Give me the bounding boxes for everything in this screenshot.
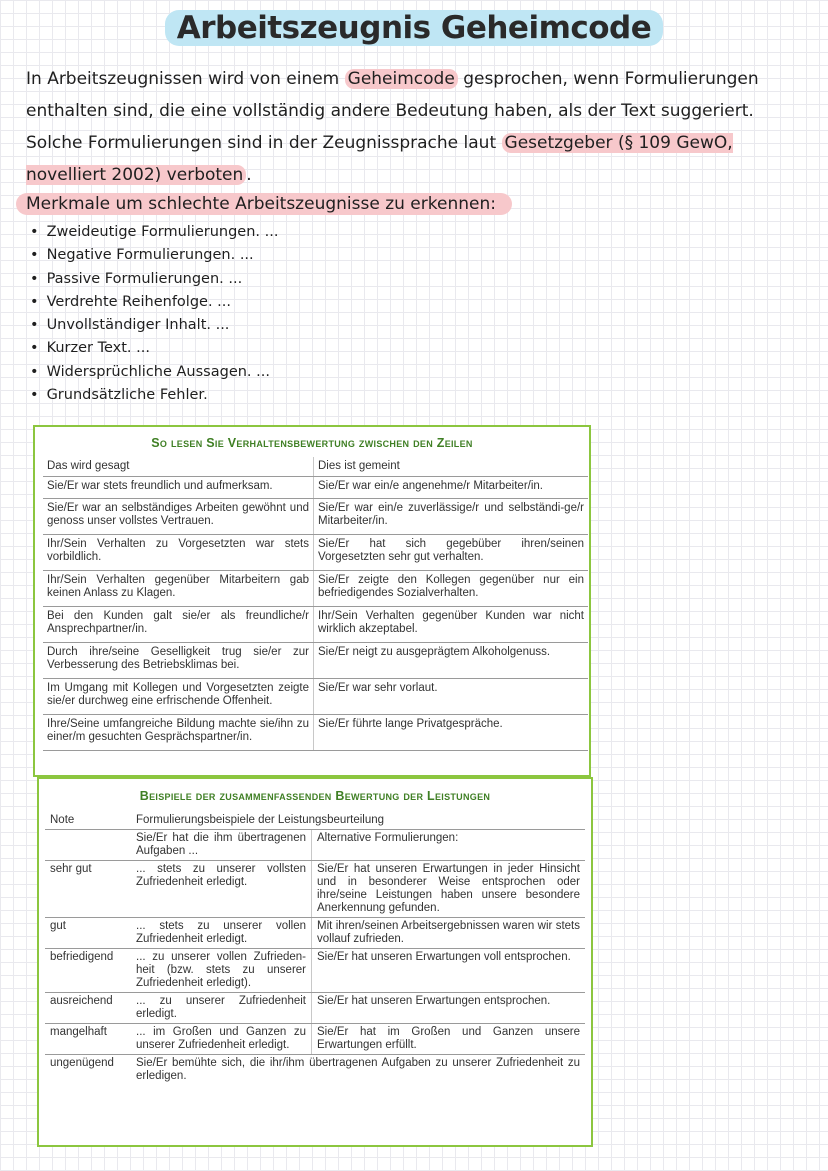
leistungsbewertung-title: Beispiele der zusammenfassenden Bewertung der Leistungen (139, 789, 491, 803)
grade-cell: gut (45, 918, 131, 949)
merkmale-heading: Merkmale um schlechte Arbeitszeugnisse zu erkennen: (16, 193, 512, 215)
table-cell: Ihr/Sein Verhalten gegenüber Kunden war nicht wirklich akzeptabel. (314, 607, 589, 643)
table-cell: Sie/Er bemühte sich, die ihr/ihm übertragenen Aufgaben zu unserer Zufriedenheit zu erledigen. (136, 1057, 580, 1082)
table-cell: Sie/Er war sehr vorlaut. (314, 679, 589, 715)
table-cell: ... zu unserer vollen Zufrieden-heit (bzw. stets zu unserer Zufriedenheit erledigt). (131, 949, 312, 993)
table-cell: Sie/Er hat unseren Erwartungen in jeder Hinsicht und in besonderer Weise entsprochen oder ihre/seine Leistungen haben unsere besondere Anerkennung gefunden. (312, 861, 586, 918)
highlight-geheimcode: Geheimcode (345, 69, 458, 89)
table-cell: Ihr/Sein Verhalten zu Vorgesetzten war stets vorbildlich. (43, 535, 314, 571)
table-row (43, 535, 588, 571)
table-cell: Sie/Er hat unseren Erwartungen voll entsprochen. (312, 949, 586, 993)
table-cell: ... stets zu unserer vollsten Zufriedenheit erledigt. (131, 861, 312, 918)
title-text: Arbeitszeugnis Geheimcode (165, 10, 664, 46)
verhaltensbewertung-table-box (33, 425, 591, 777)
table-row (43, 643, 588, 679)
table-cell: Sie/Er zeigte den Kollegen gegenüber nur ein befriedigendes Sozialverhalten. (314, 571, 589, 607)
table-cell: Sie/Er führte lange Privatgespräche. (314, 715, 589, 751)
intro-text-3: . (246, 165, 252, 185)
leistungsbewertung-table (45, 812, 585, 1085)
grade-cell: ausreichend (45, 993, 131, 1024)
list-item: • Negative Formulierungen. ... (30, 244, 278, 267)
intro-paragraph (26, 63, 801, 191)
table-row (45, 861, 585, 918)
list-item: • Verdrehte Reihenfolge. ... (30, 291, 278, 314)
table-row (43, 715, 588, 751)
table-row (43, 679, 588, 715)
table-header-row (43, 457, 588, 477)
column-subheader: Alternative Formulierungen: (312, 830, 586, 861)
list-item: • Unvollständiger Inhalt. ... (30, 314, 278, 337)
table-cell: Bei den Kunden galt sie/er als freundliche/r Ansprechpartner/in. (43, 607, 314, 643)
table-row (43, 477, 588, 499)
grade-cell: befriedigend (45, 949, 131, 993)
table-cell: ... im Großen und Ganzen zu unserer Zufriedenheit erledigt. (131, 1024, 312, 1055)
table-cell: Ihr/Sein Verhalten gegenüber Mitarbeitern gab keinen Anlass zu Klagen. (43, 571, 314, 607)
table-row (43, 607, 588, 643)
column-header: Das wird gesagt (43, 457, 314, 477)
column-header: Formulierungsbeispiele der Leistungsbeurteilung (131, 812, 585, 830)
leistungsbewertung-table-box (37, 777, 593, 1147)
table-row (45, 949, 585, 993)
list-item: • Grundsätzliche Fehler. (30, 384, 278, 407)
table-cell: Sie/Er hat im Großen und Ganzen unsere Erwartungen erfüllt. (312, 1024, 586, 1055)
list-item: • Zweideutige Formulierungen. ... (30, 221, 278, 244)
grade-cell: mangelhaft (45, 1024, 131, 1055)
table-cell: Sie/Er hat sich gegebüber ihren/seinen Vorgesetzten sehr gut verhalten. (314, 535, 589, 571)
grade-cell: sehr gut (45, 861, 131, 918)
table-cell: Sie/Er war an selbständiges Arbeiten gewöhnt und genoss unser vollstes Vertrauen. (43, 499, 314, 535)
list-item: • Widersprüchliche Aussagen. ... (30, 361, 278, 384)
table-cell: Sie/Er war ein/e zuverlässige/r und selbständi-ge/r Mitarbeiter/in. (314, 499, 589, 535)
table-header-row (45, 812, 585, 830)
table-cell: ... zu unserer Zufriedenheit erledigt. (131, 993, 312, 1024)
intro-text-2: gesprochen, wenn Formulierungen enthalten sind, die eine vollständig andere Bedeutung haben, als der Text suggeriert. Solche Formulierungen sind in der Zeugnissprache laut (26, 69, 759, 153)
table-row (45, 918, 585, 949)
column-subheader: Sie/Er hat die ihm übertragenen Aufgaben ... (131, 830, 312, 861)
table-subheader-row (45, 830, 585, 861)
page-title (0, 10, 828, 46)
table-cell: Sie/Er hat unseren Erwartungen entsprochen. (312, 993, 586, 1024)
table-cell: Im Umgang mit Kollegen und Vorgesetzten zeigte sie/er durchweg eine erfrischende Offenheit. (43, 679, 314, 715)
table-row (43, 571, 588, 607)
table-cell: Sie/Er neigt zu ausgeprägtem Alkoholgenuss. (314, 643, 589, 679)
column-header: Dies ist gemeint (314, 457, 589, 477)
table-row (45, 993, 585, 1024)
table-cell: Durch ihre/seine Geselligkeit trug sie/er zur Verbesserung des Betriebsklimas bei. (43, 643, 314, 679)
merkmale-list (30, 221, 278, 407)
intro-text-1: In Arbeitszeugnissen wird von einem (26, 69, 345, 89)
verhaltensbewertung-title: So lesen Sie Verhaltensbewertung zwischen den Zeilen (151, 436, 473, 450)
list-item: • Passive Formulierungen. ... (30, 268, 278, 291)
highlight-gesetzgeber: Gesetzgeber (§ 109 GewO, novelliert 2002) verboten (26, 133, 733, 185)
table-cell: Sie/Er war stets freundlich und aufmerksam. (43, 477, 314, 499)
table-row (45, 1055, 585, 1086)
table-row (43, 499, 588, 535)
list-item: • Kurzer Text. ... (30, 337, 278, 360)
table-row (45, 1024, 585, 1055)
grade-cell: ungenügend (50, 1057, 114, 1069)
table-cell: Ihre/Seine umfangreiche Bildung machte sie/ihn zu einer/m gesuchten Gesprächspartner/in. (43, 715, 314, 751)
table-cell: Mit ihren/seinen Arbeitsergebnissen waren wir stets vollauf zufrieden. (312, 918, 586, 949)
column-header: Note (45, 812, 131, 830)
table-cell: ... stets zu unserer vollen Zufriedenheit erledigt. (131, 918, 312, 949)
verhaltensbewertung-table (43, 457, 588, 751)
table-cell (45, 830, 131, 861)
table-cell: Sie/Er war ein/e angenehme/r Mitarbeiter/in. (314, 477, 589, 499)
